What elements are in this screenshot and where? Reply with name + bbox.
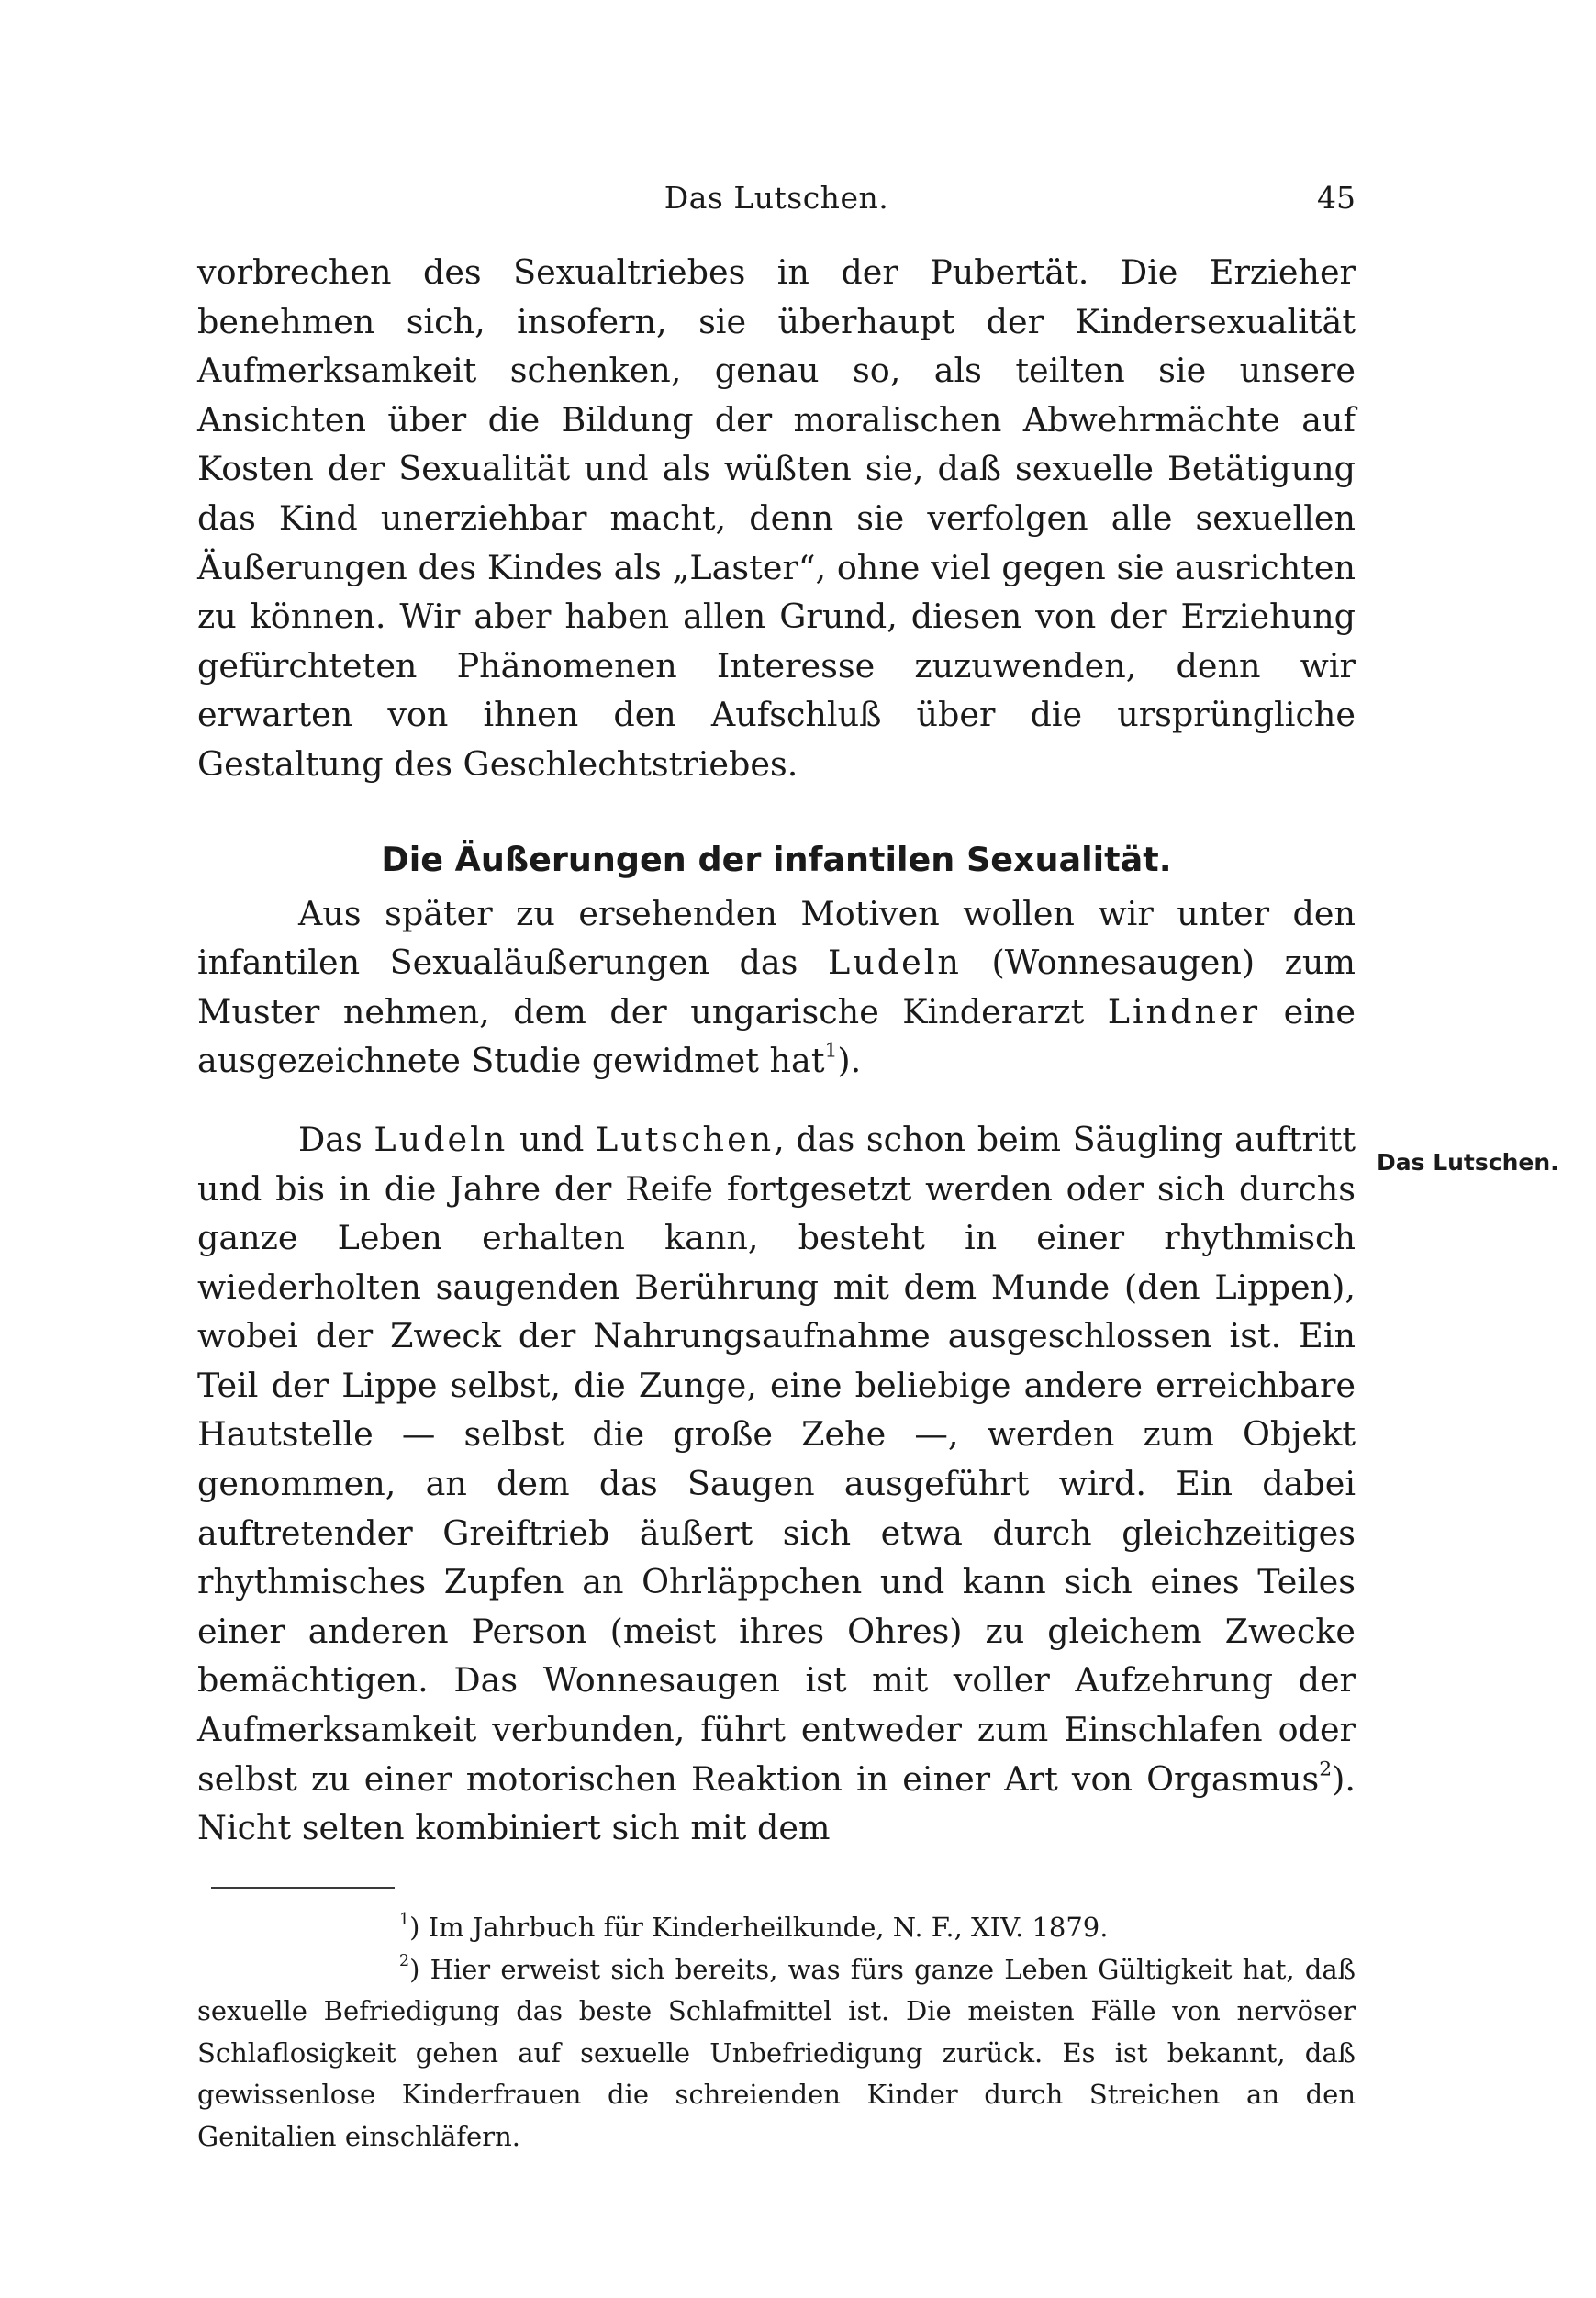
paragraph-3-text-end: ). Nicht selten kombiniert sich mit dem	[197, 1758, 1356, 1848]
paragraph-3-text-and: und	[508, 1119, 596, 1159]
paragraph-1: vorbrechen des Sexualtriebes in der Pubertät. Die Erzieher benehmen sich, insofern, sie überhaupt der Kindersexualität Aufmerksamkeit schenken, genau so, als teilten sie unsere Ansichten über die Bildung der moralischen Abwehrmächte auf Kosten der Sexualität und als wüßten sie, daß sexuelle Betätigung das Kind unerziehbar macht, denn sie verfolgen alle sexuellen Äußerungen des Kindes als „Laster“, ohne viel gegen sie ausrichten zu können. Wir aber haben allen Grund, diesen von der Erziehung gefürchteten Phänomenen Interesse zuzuwenden, denn wir erwarten von ihnen den Aufschluß über die ursprüngliche Gestaltung des Geschlechtstriebes.	[197, 252, 1356, 784]
marginal-note: Das Lutschen.	[1377, 1149, 1559, 1176]
running-head	[197, 180, 1356, 226]
footnote-reference-2: 2	[1319, 1757, 1333, 1781]
author-name-lindner: Lindner	[1107, 991, 1261, 1032]
section-heading: Die Äußerungen der infantilen Sexualität.	[381, 839, 1172, 879]
paragraph-3-text-start: Das	[298, 1119, 374, 1159]
footnotes	[197, 1907, 1356, 2158]
footnote-2: $^2$) Hier erweist sich bereits, was fürs ganze Leben Gültigkeit hat, daß sexuelle Befriedigung das beste Schlafmittel ist. Die meisten Fälle von nervöser Schlaflosigkeit gehen auf sexuelle Unbefriedigung zurück. Es ist bekannt, daß gewissenlose Kinderfrauen die schreienden Kinder durch Streichen an den Genitalien einschläfern.	[197, 1952, 1356, 2152]
running-title: Das Lutschen.	[664, 180, 889, 216]
footnote-1-text: ) Im Jahrbuch für Kinderheilkunde, N. F., XIV. 1879.	[409, 1912, 1109, 1943]
paragraph-2-text-c: eine ausgezeichnete Studie gewidmet hat	[197, 991, 1356, 1081]
footnote-reference-1: 1	[824, 1039, 838, 1063]
term-ludeln-2: Ludeln	[374, 1119, 508, 1159]
footnote-divider	[211, 1887, 395, 1889]
paragraph-3-text: , das schon beim Säugling auftritt und bis in die Jahre der Reife fortgesetzt werden oder sich durchs ganze Leben erhalten kann, besteht in einer rhythmisch wiederholten saugenden Berührung mit dem Munde (den Lippen), wobei der Zweck der Nahrungsaufnahme ausgeschlossen ist. Ein Teil der Lippe selbst, die Zunge, eine beliebige andere erreichbare Hautstelle — selbst die große Zehe —, werden zum Objekt genommen, an dem das Saugen ausgeführt wird. Ein dabei auftretender Greiftrieb äußert sich etwa durch gleichzeitiges rhythmisches Zupfen an Ohrläppchen und kann sich eines Teiles einer anderen Person (meist ihres Ohres) zu gleichem Zwecke bemächtigen. Das Wonnesaugen ist mit voller Aufzehrung der Aufmerksamkeit verbunden, führt entweder zum Einschlafen oder selbst zu einer motorischen Reaktion in einer Art von Orgasmus	[197, 1119, 1356, 1799]
paragraph-2-text-b: (Wonnesaugen) zum Muster nehmen, dem der ungarische Kinderarzt	[197, 943, 1356, 1032]
term-ludeln: Ludeln	[828, 943, 962, 983]
footnote-2-text: ) Hier erweist sich bereits, was fürs ganze Leben Gültigkeit hat, daß sexuelle Befriedigung das beste Schlafmittel ist. Die meisten Fälle von nervöser Schlaflosigkeit gehen auf sexuelle Unbefriedigung zurück. Es ist bekannt, daß gewissenlose Kinderfrauen die schreienden Kinder durch Streichen an den Genitalien einschläfern.	[197, 1953, 1356, 2152]
paragraph-3	[197, 1115, 1356, 1853]
main-text	[197, 248, 1356, 1853]
footnote-1: $^1$) Im Jahrbuch für Kinderheilkunde, N. F., XIV. 1879.	[399, 1910, 1109, 1943]
paragraph-2	[197, 889, 1356, 1086]
page-number: 45	[1317, 180, 1356, 216]
paragraph-2-text-end: ).	[837, 1041, 862, 1081]
term-lutschen: Lutschen	[595, 1119, 775, 1159]
paragraph-2-text-a: Aus später zu ersehenden Motiven wollen wir unter den infantilen Sexualäußerungen das	[197, 893, 1356, 983]
